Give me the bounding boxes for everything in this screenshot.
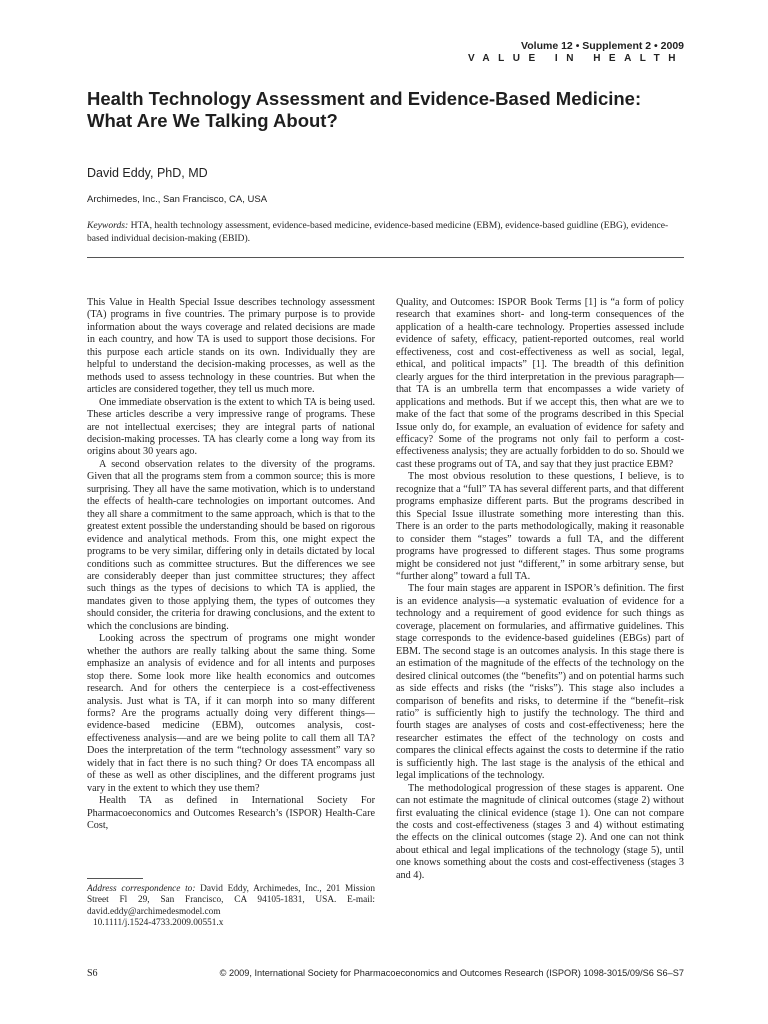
footnote-divider bbox=[87, 878, 143, 879]
body-paragraph: The four main stages are apparent in ISPOR’s definition. The first is an evidence analysis—a systematic evaluation of evidence for a technology and a requirement of good evidence for such things as coverage, placement on formularies, and affirmative guidelines. This stage corresponds to the evidence-based guidelines (EBGs) part of EBM. The second stage is an outcomes analysis. In this stage there is an estimation of the magnitude of the effects of the technology on the desired clinical outcomes (the “benefits”) and on potential harms such as side effects and risks (the “risks”). This stage also includes a comparison of benefits and risks, to determine if the “benefit–risk ratio” is sufficiently high to justify the technology. The third and fourth stages are analyses of costs and cost-effectiveness; here the researcher estimates the effect of the technology on costs and compares the clinical effects against the costs to determine if the ratio is sufficiently high. The last stage is the analysis of the ethical and legal implications of the technology. bbox=[396, 583, 684, 782]
doi: 10.1111/j.1524-4733.2009.00551.x bbox=[93, 917, 224, 928]
keywords bbox=[87, 220, 684, 245]
correspondence-text: David Eddy, Archimedes, Inc., 201 Mission Street Fl 29, San Francisco, CA 94105-1831, USA. E-mail: david.eddy@archimedesmodel.com bbox=[87, 884, 375, 917]
left-column bbox=[87, 297, 375, 832]
correspondence-label: Address correspondence to: bbox=[87, 884, 196, 894]
body-paragraph: One immediate observation is the extent to which TA is being used. These articles describe a very impressive range of programs. These are not intellectual exercises; they are integral parts of national decision-making processes. TA has clearly come a long way from its origins about 30 years ago. bbox=[87, 396, 375, 458]
body-paragraph: This Value in Health Special Issue describes technology assessment (TA) programs in five countries. The primary purpose is to provide information about the ways coverage and related decisions are made in each country, and how TA is used to support those decisions. For this purpose each article stands on its own. Individually they are helpful to understand the decision-making processes, as well as the methods used to assess technology in these countries. But when the articles are considered together, they tell us much more. bbox=[87, 297, 375, 396]
journal-header bbox=[468, 40, 684, 64]
article-title bbox=[87, 88, 687, 132]
body-paragraph: A second observation relates to the diversity of the programs. Given that all the programs stem from a common source; this is more surprising. They all have the same motivation, which is to understand the effects of health-care technologies on important outcomes. And they all share a commitment to the same approach, which is that to the greatest extent possible the understanding should be based on rigorous evidence and analytical methods. From this, one might expect the programs to be very similar, differing only in details dictated by local conditions such as committee structures. But the differences we see are considerably deeper than just committee structures; they affect such things as the types of decisions to which TA is applied, the mandates given to those applying them, the types of outcomes they should consider, the criteria for drawing conclusions, and the extent to which the conclusions are binding. bbox=[87, 458, 375, 632]
right-column bbox=[396, 297, 684, 882]
volume-line: Volume 12 • Supplement 2 • 2009 bbox=[521, 40, 684, 52]
body-paragraph: Quality, and Outcomes: ISPOR Book Terms [1] is “a form of policy research that examines short- and long-term consequences of the application of a health-care technology. Properties assessed include evidence of safety, efficacy, patient-reported outcomes, real world effectiveness, cost and cost-effectiveness as well as social, legal, ethical, and political impacts” [1]. The breadth of this definition clearly argues for the third interpretation in the previous paragraph—that TA is an umbrella term that encompasses a wide variety of applications and methods. But if we accept this, then what are we to make of the fact that some of the programs described in this Special Issue only do, for example, an evaluation of evidence for safety and efficacy? Some of the programs not only fail to perform a cost-effectiveness analysis; they are actually forbidden to do so. Should we cast these programs out of TA, and say that they just practice EBM? bbox=[396, 297, 684, 470]
affiliation: Archimedes, Inc., San Francisco, CA, USA bbox=[87, 194, 268, 205]
title-line-2: What Are We Talking About? bbox=[87, 110, 338, 131]
body-paragraph: Looking across the spectrum of programs one might wonder whether the authors are really talking about the same thing. Some emphasize an analysis of evidence and for all intents and purposes stop there. Some look more like health economics and outcomes research. And for others the centerpiece is a cost-effectiveness analysis. Just what is TA, if it can morph into so many different forms? Are the programs actually doing very different things—evidence-based medicine (EBM), outcomes analysis, cost-effectiveness analysis—and are we being polite to call them all TA? Does the interpretation of the term “technology assessment” vary so widely that in fact there is no such thing? Or does TA encompass all of these as well as other disciplines, and the different programs just vary in the extent to which they use them? bbox=[87, 633, 375, 794]
page-number: S6 bbox=[87, 968, 98, 979]
correspondence-note bbox=[87, 884, 375, 929]
body-paragraph: Health TA as defined in International Society For Pharmacoeconomics and Outcomes Research’s (ISPOR) Health-Care Cost, bbox=[87, 795, 375, 832]
keywords-text: HTA, health technology assessment, evidence-based medicine, evidence-based medicine (EBM), evidence-based guidline (EBG), evidence-based individual decision-making (EBID). bbox=[87, 220, 669, 244]
header-divider bbox=[87, 257, 684, 258]
title-line-1: Health Technology Assessment and Evidence-Based Medicine: bbox=[87, 88, 642, 109]
keywords-label: Keywords: bbox=[87, 220, 129, 231]
body-paragraph: The methodological progression of these stages is apparent. One can not estimate the magnitude of clinical outcomes (stage 2) without first evaluating the clinical evidence (stage 1). One can not compare the costs and cost-effectiveness (stages 3 and 4) without estimating the effects on the clinical outcomes (stage 2). And one can not think about ethical and legal implications of the technology (stage 5), until one knows something about the costs and cost-effectiveness (stages 3 and 4). bbox=[396, 782, 684, 881]
copyright: © 2009, International Society for Pharmacoeconomics and Outcomes Research (ISPOR) 1098-3015/09/S6 S6–S7 bbox=[219, 968, 684, 978]
author: David Eddy, PhD, MD bbox=[87, 166, 208, 180]
body-paragraph: The most obvious resolution to these questions, I believe, is to recognize that a “full” TA has several different parts, and that different programs emphasize different parts. But the programs described in this Special Issue illustrate something more interesting than this. There is an order to the parts methodologically, making it reasonable to consider them “stages” towards a full TA, and the different programs have progressed to different stages. Thus some programs might be considered not just “different,” in some arbitrary sense, but “further along” toward a full TA. bbox=[396, 471, 684, 582]
journal-name: VALUE IN HEALTH bbox=[467, 53, 684, 64]
